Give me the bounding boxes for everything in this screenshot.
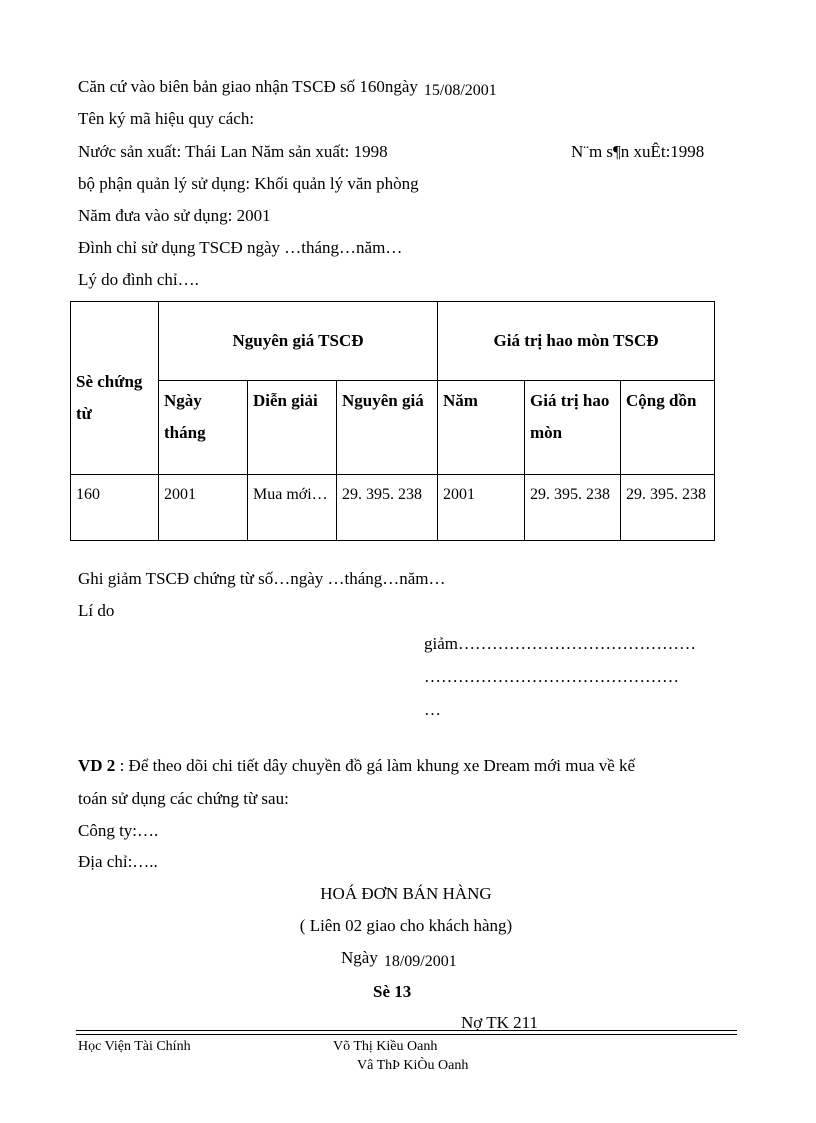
cell-nguyen-gia: 29. 395. 238: [337, 475, 438, 541]
col-header-so-chung-tu: Sè chứng từ: [71, 302, 159, 475]
giam-line-3: …: [424, 700, 441, 719]
vd2-label: VD 2: [78, 756, 116, 775]
col-header-ngay-thang: Ngày tháng: [159, 381, 248, 475]
company-line: Công ty:….: [78, 821, 159, 840]
group-header-hao-mon: Giá trị hao mòn TSCĐ: [438, 302, 715, 381]
col-header-gia-tri-hao-mon: Giá trị hao mòn: [525, 381, 621, 475]
footer-author: Võ Thị Kiều Oanh: [333, 1039, 438, 1054]
giam-line-2: ………………………………………: [424, 667, 679, 686]
invoice-title-text: HOÁ ĐƠN BÁN HÀNG: [320, 884, 492, 903]
cell-so: 160: [71, 475, 159, 541]
col-header-nam: Năm: [438, 381, 525, 475]
vd2-text-1: : Để theo dõi chi tiết dây chuyền đồ gá làm khung xe Dream mới mua về kế: [115, 756, 636, 775]
footer-left: Học Viện Tài Chính: [78, 1039, 191, 1054]
col-header-dien-giai: Diễn giải: [248, 381, 337, 475]
col-header-nguyen-gia: Nguyên giá: [337, 381, 438, 475]
footer-rule-bottom: [76, 1034, 737, 1035]
invoice-title: [0, 884, 816, 904]
li-do-label: Lí do: [78, 601, 115, 620]
no-tk: Nợ TK 211: [461, 1013, 538, 1032]
footer-rule-top: [76, 1030, 737, 1031]
invoice-subtitle-text: ( Liên 02 giao cho khách hàng): [299, 916, 513, 935]
cell-dien-giai: Mua mới…: [248, 475, 337, 541]
vd2-line-2: toán sử dụng các chứng từ sau:: [78, 789, 289, 808]
header-line-4: bộ phận quản lý sử dụng: Khối quản lý văn phòng: [78, 174, 419, 193]
header-line-1-text: Căn cứ vào biên bản giao nhận TSCĐ số 160ngày: [78, 77, 418, 96]
invoice-number: Sè 13: [373, 982, 412, 1001]
header-line-2: Tên ký mã hiệu quy cách:: [78, 109, 255, 128]
header-line-1: [78, 77, 497, 98]
handover-date: 15/08/2001: [423, 82, 497, 99]
cell-nam: 2001: [438, 475, 525, 541]
invoice-subtitle: [0, 916, 816, 936]
col-header-cong-don: Cộng dồn: [621, 381, 715, 475]
invoice-date-value: 18/09/2001: [383, 953, 457, 970]
group-header-nguyen-gia: Nguyên giá TSCĐ: [159, 302, 438, 381]
giam-line-1: giảm……………………………………: [424, 634, 696, 653]
table-row: [71, 475, 715, 541]
cell-gia-tri-hao-mon: 29. 395. 238: [525, 475, 621, 541]
ghi-giam-line: Ghi giảm TSCĐ chứng từ số…ngày …tháng…năm…: [78, 569, 446, 588]
invoice-date: [341, 948, 457, 969]
footer-author-encoded: Vâ ThÞ KiÒu Oanh: [357, 1058, 469, 1073]
header-line-3-left: Nước sản xuất: Thái Lan Năm sản xuất: 1998: [78, 142, 388, 161]
header-line-3-right: N¨m s¶n xuÊt:1998: [571, 142, 705, 161]
header-line-5: Năm đưa vào sử dụng: 2001: [78, 206, 271, 225]
invoice-date-label: Ngày: [341, 948, 378, 967]
header-line-6: Đình chỉ sử dụng TSCĐ ngày …tháng…năm…: [78, 238, 403, 257]
cell-cong-don: 29. 395. 238: [621, 475, 715, 541]
asset-table: [70, 301, 715, 541]
header-line-7: Lý do đình chỉ….: [78, 270, 199, 289]
cell-ngay: 2001: [159, 475, 248, 541]
address-line: Địa chỉ:…..: [78, 852, 158, 871]
vd2-line-1: [78, 756, 635, 776]
